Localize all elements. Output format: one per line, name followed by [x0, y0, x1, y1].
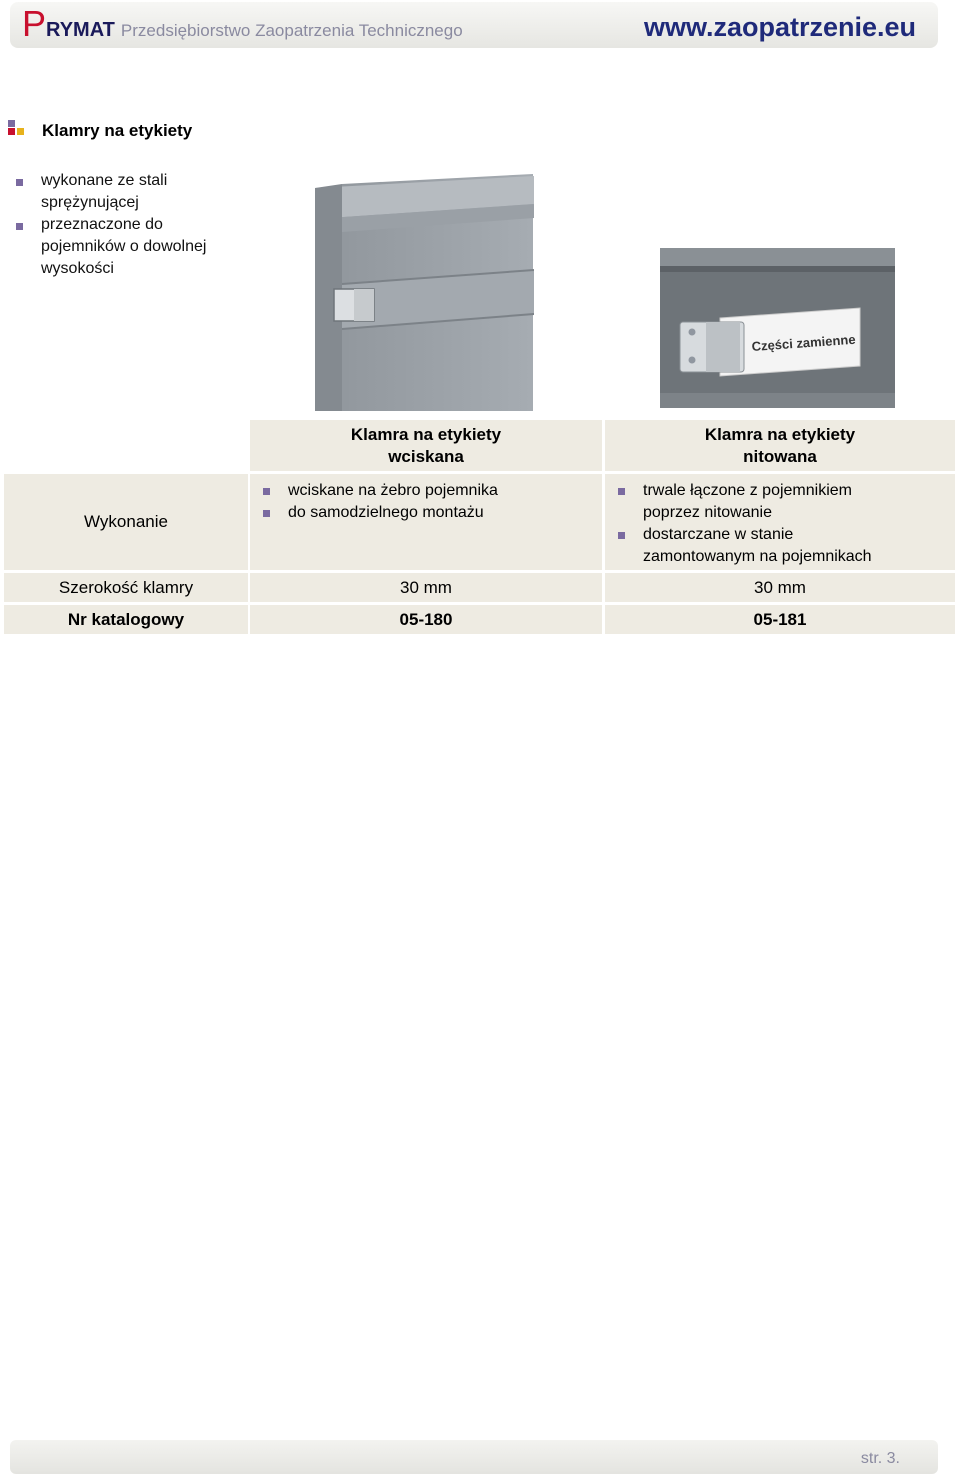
feature-list — [16, 170, 246, 280]
feature-item: przeznaczone do pojemników o dowolnej wysokości — [16, 214, 246, 280]
page-footer — [10, 1440, 938, 1474]
squares-icon — [8, 120, 26, 138]
list-item: wciskane na żebro pojemnika — [263, 480, 602, 502]
row-label-katalog: Nr katalogowy — [4, 605, 248, 634]
list-item: trwale łączone z pojemnikiem poprzez nitowanie — [618, 480, 903, 524]
szerokosc-pressed: 30 mm — [250, 573, 602, 602]
row-label-szerokosc: Szerokość klamry — [4, 573, 248, 602]
bullet-icon — [16, 179, 23, 186]
column-header-riveted: Klamra na etykiety nitowana — [605, 420, 955, 471]
bullet-icon — [16, 223, 23, 230]
section-title: Klamry na etykiety — [42, 121, 193, 140]
feature-item: wykonane ze stali sprężynującej — [16, 170, 246, 214]
website-link[interactable]: www.zaopatrzenie.eu — [643, 12, 916, 42]
bullet-icon — [263, 488, 270, 495]
company-logo — [22, 4, 463, 52]
bullet-icon — [263, 510, 270, 517]
wykonanie-pressed — [250, 474, 602, 570]
container-clip-photo — [312, 174, 534, 411]
logo-text: RYMAT — [46, 19, 115, 41]
szerokosc-riveted: 30 mm — [605, 573, 955, 602]
list-item: dostarczane w stanie zamontowanym na pojemnikach — [618, 524, 903, 568]
company-name: Przedsiębiorstwo Zaopatrzenia Technicznego — [120, 21, 463, 40]
page-header — [10, 2, 938, 48]
bullet-icon — [618, 532, 625, 539]
riveted-clip-photo — [660, 248, 895, 408]
logo-letter: P — [22, 3, 47, 44]
wykonanie-riveted — [605, 474, 955, 570]
photo-label: Części zamienne — [751, 331, 857, 354]
row-label-wykonanie: Wykonanie — [4, 474, 248, 570]
bullet-icon — [618, 488, 625, 495]
page-number: str. 3. — [860, 1450, 900, 1467]
column-header-pressed: Klamra na etykiety wciskana — [250, 420, 602, 471]
list-item: do samodzielnego montażu — [263, 502, 602, 524]
katalog-riveted: 05-181 — [605, 605, 955, 634]
katalog-pressed: 05-180 — [250, 605, 602, 634]
